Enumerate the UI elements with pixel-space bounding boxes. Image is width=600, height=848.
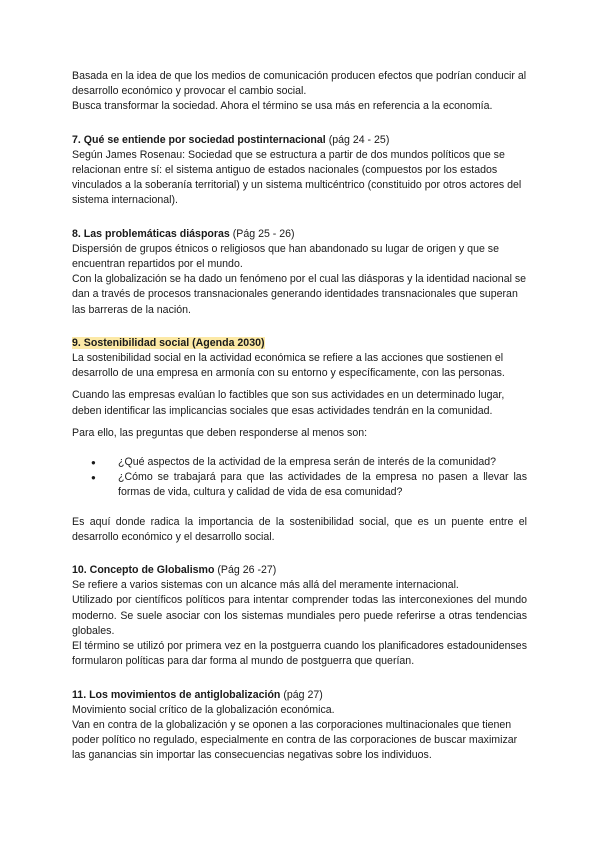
- intro-section: [72, 69, 527, 115]
- section-11-paragraph-1: Movimiento social crítico de la globalización económica.: [72, 703, 335, 716]
- section-9-paragraph-3: Para ello, las preguntas que deben responderse al menos son:: [72, 426, 368, 439]
- section-7: [72, 133, 527, 209]
- section-8-heading: [72, 227, 527, 242]
- section-10-pages: (Pág 26 -27): [217, 564, 277, 577]
- section-8: [72, 227, 527, 318]
- section-9-paragraph-2: Cuando las empresas evalúan lo factibles que son sus actividades en un determinado lugar, deben identificar las implicancias sociales que esas actividades tendrán en la comunidad.: [72, 389, 505, 417]
- section-8-pages: (Pág 25 - 26): [232, 227, 295, 240]
- intro-paragraph-2: Busca transformar la sociedad. Ahora el término se usa más en referencia a la economía.: [72, 100, 493, 113]
- section-7-title: 7. Qué se entiende por sociedad postinternacional: [72, 133, 326, 146]
- intro-paragraph-1: Basada en la idea de que los medios de comunicación producen efectos que podrían conducir al desarrollo económico y provocar el cambio social.: [72, 70, 527, 98]
- list-item: ● ¿Qué aspectos de la actividad de la empresa serán de interés de la comunidad?: [118, 455, 527, 470]
- section-9-paragraph-4: Es aquí donde radica la importancia de la sostenibilidad social, que es un puente entre el desarrollo económico y el desarrollo social.: [72, 515, 527, 543]
- section-9: [72, 336, 527, 545]
- section-10-paragraph-3: El término se utilizó por primera vez en la postguerra cuando los planificadores estadounidenses formularon políticas para dar forma al mundo de postguerra que querían.: [72, 640, 527, 668]
- section-10: [72, 563, 527, 669]
- section-10-heading: [72, 563, 527, 578]
- section-10-paragraph-1: Se refiere a varios sistemas con un alcance más allá del meramente internacional.: [72, 579, 459, 592]
- section-11: [72, 688, 527, 764]
- section-11-heading: [72, 688, 527, 703]
- section-8-paragraph-2: Con la globalización se ha dado un fenómeno por el cual las diásporas y la identidad nacional se dan a través de procesos transnacionales generando identidades transnacionales que superan las barreras de la nación.: [72, 273, 527, 316]
- section-9-heading: [72, 336, 527, 351]
- section-11-title: 11. Los movimientos de antiglobalización: [72, 688, 281, 701]
- section-11-pages: (pág 27): [283, 688, 323, 701]
- section-8-paragraph-1: Dispersión de grupos étnicos o religiosos que han abandonado su lugar de origen y que se encuentran repartidos por el mundo.: [72, 242, 499, 271]
- section-10-title: 10. Concepto de Globalismo: [72, 564, 215, 577]
- section-11-paragraph-2: Van en contra de la globalización y se oponen a las corporaciones multinacionales que tienen poder político no regulado, especialmente en contra de las corporaciones de buscar maximizar las ganancias sin importar las consecuencias negativas sobre los individuos.: [72, 718, 518, 762]
- section-7-paragraph-1: Según James Rosenau: Sociedad que se estructura a partir de dos mundos políticos que se relacionan entre sí: el sistema antiguo de estados nacionales (compuestos por los estados vinculados a la soberanía territorial) y un sistema multicéntrico (constituido por otros actores del sistema internacional).: [72, 148, 522, 207]
- section-8-title: 8. Las problemáticas diásporas: [72, 227, 230, 240]
- document-page: [72, 69, 527, 764]
- list-item: ● ¿Cómo se trabajará para que las actividades de la empresa no pasen a llevar las formas de vida, cultura y calidad de vida de esa comunidad?: [118, 470, 527, 500]
- section-9-paragraph-1: La sostenibilidad social en la actividad económica se refiere a las acciones que sostienen el desarrollo de una empresa en armonía con su entorno y específicamente, con las personas.: [72, 352, 505, 380]
- section-7-pages: (pág 24 - 25): [328, 133, 390, 146]
- section-10-paragraph-2: Utilizado por científicos políticos para intentar comprender todas las interconexiones del mundo moderno. Se suele asociar con los sistemas mundiales pero puede referirse a otras tendencias globales.: [72, 594, 527, 637]
- section-9-question-list: [72, 455, 527, 501]
- section-9-title: 9. Sostenibilidad social (Agenda 2030): [72, 336, 265, 349]
- section-7-heading: [72, 133, 527, 148]
